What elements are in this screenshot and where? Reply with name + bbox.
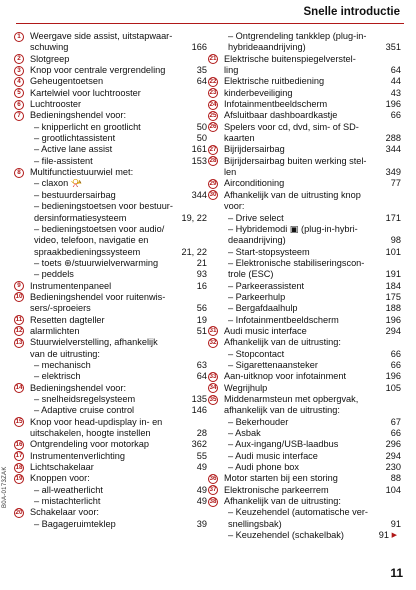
page-reference: 49 bbox=[194, 496, 207, 507]
legend-text: – Elektronische stabiliseringscon- bbox=[228, 257, 365, 268]
item-number-badge: 35 bbox=[209, 395, 217, 403]
item-number-badge: 10 bbox=[15, 293, 23, 301]
page-reference: 66 bbox=[388, 110, 401, 121]
legend-row bbox=[14, 326, 207, 337]
page-reference: 294 bbox=[383, 451, 401, 462]
legend-text: kinderbeveiliging bbox=[224, 87, 293, 98]
legend-row bbox=[14, 167, 207, 178]
legend-column-right bbox=[208, 31, 401, 541]
legend-text: trole (ESC) bbox=[228, 269, 274, 280]
legend-text: – Bergafdaalhulp bbox=[228, 303, 298, 314]
legend-row bbox=[208, 371, 401, 382]
page-reference: 230 bbox=[383, 462, 401, 473]
page-reference: 63 bbox=[194, 360, 207, 371]
legend-text: Elektrische ruitbediening bbox=[224, 76, 325, 87]
legend-text: Afhankelijk van de uitrusting: bbox=[224, 337, 341, 348]
legend-text: Luchtrooster bbox=[30, 99, 82, 110]
page-reference: 16 bbox=[194, 281, 207, 292]
page-reference: 43 bbox=[388, 88, 401, 99]
legend-text: Bedieningshendel voor: bbox=[30, 382, 127, 393]
legend-row bbox=[14, 371, 207, 382]
legend-row bbox=[14, 394, 207, 405]
legend-text: Slotgreep bbox=[30, 53, 70, 64]
page-reference: 49 bbox=[194, 485, 207, 496]
page-reference: 171 bbox=[383, 213, 401, 224]
item-number-badge: 2 bbox=[14, 54, 24, 64]
legend-row bbox=[14, 439, 207, 450]
page-reference: 51 bbox=[194, 326, 207, 337]
legend-text: Geheugentoetsen bbox=[30, 76, 104, 87]
item-number-badge: 34 bbox=[209, 384, 217, 392]
legend-text: Bijrijdersairbag buiten werking stel- bbox=[224, 155, 367, 166]
legend-text: Knop voor head-updisplay in- en bbox=[30, 416, 163, 427]
legend-row bbox=[208, 292, 401, 303]
legend-text: Airconditioning bbox=[224, 178, 285, 189]
legend-row bbox=[208, 326, 401, 337]
item-number-badge: 33 bbox=[209, 372, 217, 380]
legend-row bbox=[14, 428, 207, 439]
legend-text: – Adaptive cruise control bbox=[34, 405, 135, 416]
page-reference: 146 bbox=[189, 405, 207, 416]
legend-row bbox=[208, 110, 401, 121]
legend-text: Wegrijhulp bbox=[224, 382, 268, 393]
legend-row bbox=[14, 42, 207, 53]
item-number-badge: 20 bbox=[15, 508, 23, 516]
legend-text: voor: bbox=[224, 201, 245, 212]
legend-row bbox=[208, 54, 401, 65]
legend-text: Motor starten bij een storing bbox=[224, 473, 338, 484]
item-number-badge: 21 bbox=[209, 55, 217, 63]
legend-text: Afsluitbaar dashboardkastje bbox=[224, 110, 338, 121]
legend-text: – Stopcontact bbox=[228, 348, 285, 359]
legend-row bbox=[208, 122, 401, 133]
legend-text: Infotainmentbeeldscherm bbox=[224, 99, 328, 110]
legend-row bbox=[208, 417, 401, 428]
legend-row bbox=[14, 110, 207, 121]
item-number-badge: 8 bbox=[14, 168, 24, 178]
legend-text: Knoppen voor: bbox=[30, 473, 90, 484]
page-reference: 191 bbox=[383, 269, 401, 280]
legend-text: Middenarmsteun met opbergvak, bbox=[224, 394, 359, 404]
item-number-badge: 30 bbox=[209, 191, 217, 199]
item-number-badge: 9 bbox=[14, 281, 24, 291]
legend-row bbox=[208, 428, 401, 439]
item-number-badge: 1 bbox=[14, 32, 24, 42]
legend-text: – Parkeerassistent bbox=[228, 280, 305, 291]
legend-text: schuwing bbox=[30, 42, 69, 53]
item-number-badge: 17 bbox=[15, 452, 23, 460]
legend-row bbox=[14, 201, 207, 212]
legend-text: Kartelwiel voor luchtrooster bbox=[30, 87, 141, 98]
legend-text: – Bagageruimteklep bbox=[34, 518, 116, 529]
legend-row bbox=[14, 383, 207, 394]
legend-row bbox=[208, 133, 401, 144]
legend-row bbox=[208, 178, 401, 189]
legend-text: – Active lane assist bbox=[34, 144, 113, 155]
legend-row bbox=[14, 485, 207, 496]
page-reference: 66 bbox=[388, 349, 401, 360]
page-reference: 77 bbox=[388, 178, 401, 189]
item-number-badge: 13 bbox=[15, 338, 23, 346]
item-number-badge: 12 bbox=[15, 327, 23, 335]
legend-row bbox=[208, 213, 401, 224]
legend-row bbox=[208, 496, 401, 507]
legend-row bbox=[208, 485, 401, 496]
legend-row bbox=[14, 65, 207, 76]
legend-text: – claxon 📯 bbox=[34, 178, 83, 189]
legend-row bbox=[208, 42, 401, 53]
legend-text: Instrumentenverlichting bbox=[30, 450, 125, 461]
item-number-badge: 24 bbox=[209, 100, 217, 108]
item-number-badge: 14 bbox=[15, 384, 23, 392]
legend-text: spraakbedieningssysteem bbox=[34, 246, 141, 257]
legend-text: – Audi phone box bbox=[228, 462, 300, 473]
legend-row bbox=[14, 496, 207, 507]
legend-row bbox=[208, 530, 401, 541]
item-number-badge: 27 bbox=[209, 145, 217, 153]
page-reference: 93 bbox=[194, 269, 207, 280]
legend-text: – Drive select bbox=[228, 212, 284, 223]
legend-text: – snelheidsregelsysteem bbox=[34, 394, 136, 404]
page-reference: 351 bbox=[383, 42, 401, 53]
page-reference: 166 bbox=[189, 42, 207, 53]
page-reference: 161 bbox=[189, 144, 207, 155]
item-number-badge: 25 bbox=[209, 111, 217, 119]
legend-text: Spelers voor cd, dvd, sim- of SD- bbox=[224, 121, 359, 132]
page-reference: 91 bbox=[376, 530, 389, 541]
page-reference: 56 bbox=[194, 303, 207, 314]
item-number-badge: 29 bbox=[209, 179, 217, 187]
legend-row bbox=[208, 519, 401, 530]
legend-row bbox=[208, 156, 401, 167]
legend-text: – elektrisch bbox=[34, 371, 81, 382]
legend-text: – Infotainmentbeeldscherm bbox=[228, 314, 339, 325]
legend-text: ling bbox=[224, 65, 239, 76]
legend-text: Resetten dagteller bbox=[30, 314, 105, 325]
legend-row bbox=[208, 303, 401, 314]
legend-row bbox=[14, 258, 207, 269]
page-reference: 135 bbox=[189, 394, 207, 405]
legend-row bbox=[14, 281, 207, 292]
page-reference: 64 bbox=[388, 65, 401, 76]
legend-text: – peddels bbox=[34, 269, 74, 280]
legend-row bbox=[208, 349, 401, 360]
item-number-badge: 38 bbox=[209, 497, 217, 505]
page-reference: 21 bbox=[194, 258, 207, 269]
legend-text: – grootlichtassistent bbox=[34, 133, 116, 144]
item-number-badge: 15 bbox=[15, 418, 23, 426]
legend-text: Weergave side assist, uitstapwaar- bbox=[30, 31, 173, 41]
legend-text: – Keuzehendel (automatische ver- bbox=[228, 507, 368, 518]
page-reference: 64 bbox=[194, 371, 207, 382]
item-number-badge: 26 bbox=[209, 123, 217, 131]
legend-row bbox=[14, 247, 207, 258]
page-reference: 101 bbox=[383, 247, 401, 258]
page-reference: 288 bbox=[383, 133, 401, 144]
legend-row bbox=[14, 315, 207, 326]
page-reference: 344 bbox=[189, 190, 207, 201]
legend-row bbox=[14, 213, 207, 224]
legend-text: – Start-stopsysteem bbox=[228, 246, 310, 257]
legend-text: – Parkeerhulp bbox=[228, 291, 286, 302]
legend-row bbox=[208, 394, 401, 405]
legend-text: hybrideaandrijving) bbox=[228, 42, 306, 53]
legend-row bbox=[14, 224, 207, 235]
legend-text: – all-weatherlicht bbox=[34, 484, 103, 495]
page-reference: 175 bbox=[383, 292, 401, 303]
legend-text: – mistachterlicht bbox=[34, 496, 101, 507]
legend-row bbox=[208, 167, 401, 178]
legend-row bbox=[208, 247, 401, 258]
legend-text: deaandrijving) bbox=[228, 235, 286, 246]
legend-row bbox=[208, 88, 401, 99]
page-reference: 64 bbox=[194, 76, 207, 87]
page-reference: 98 bbox=[388, 235, 401, 246]
legend-text: Knop voor centrale vergrendeling bbox=[30, 65, 166, 76]
legend-row bbox=[208, 360, 401, 371]
legend-row bbox=[14, 156, 207, 167]
item-number-badge: 7 bbox=[14, 111, 24, 121]
legend-text: len bbox=[224, 167, 237, 178]
page-reference: 66 bbox=[388, 428, 401, 439]
legend-row bbox=[208, 99, 401, 110]
page-reference: 19 bbox=[194, 315, 207, 326]
page-reference: 19, 22 bbox=[178, 213, 207, 224]
legend-row bbox=[208, 190, 401, 201]
legend-row bbox=[14, 360, 207, 371]
legend-text: – Aux-ingang/USB-laadbus bbox=[228, 439, 339, 450]
legend-row bbox=[208, 405, 401, 416]
legend-row bbox=[208, 65, 401, 76]
legend-row bbox=[208, 383, 401, 394]
item-number-badge: 37 bbox=[209, 486, 217, 494]
legend-text: Elektronische parkeerrem bbox=[224, 484, 329, 495]
page-reference: 362 bbox=[189, 439, 207, 450]
legend-row bbox=[14, 269, 207, 280]
item-number-badge: 32 bbox=[209, 338, 217, 346]
legend-row bbox=[208, 315, 401, 326]
page-reference: 44 bbox=[388, 76, 401, 87]
legend-text: Aan-uitknop voor infotainment bbox=[224, 371, 347, 382]
legend-row bbox=[14, 473, 207, 484]
page-reference: 55 bbox=[194, 451, 207, 462]
legend-row bbox=[14, 54, 207, 65]
legend-row bbox=[208, 235, 401, 246]
legend-text: video, telefoon, navigatie en bbox=[34, 235, 149, 246]
legend-text: kaarten bbox=[224, 133, 255, 144]
page-reference: 50 bbox=[194, 122, 207, 133]
legend-row bbox=[14, 144, 207, 155]
legend-row bbox=[14, 178, 207, 189]
page-reference: 344 bbox=[383, 144, 401, 155]
legend-text: – file-assistent bbox=[34, 155, 93, 166]
legend-text: – Asbak bbox=[228, 428, 261, 439]
legend-text: – Bekerhouder bbox=[228, 416, 289, 427]
legend-text: Bedieningshendel voor ruitenwis- bbox=[30, 291, 166, 302]
legend-row bbox=[208, 462, 401, 473]
legend-text: afhankelijk van de uitrusting: bbox=[224, 405, 340, 416]
legend-text: – mechanisch bbox=[34, 359, 91, 370]
page-reference: 91 bbox=[388, 519, 401, 530]
page-reference: 50 bbox=[194, 133, 207, 144]
legend-text: Multifunctiestuurwiel met: bbox=[30, 167, 134, 178]
legend-row bbox=[14, 303, 207, 314]
legend-row bbox=[14, 99, 207, 110]
legend-text: Stuurwielverstelling, afhankelijk bbox=[30, 337, 158, 348]
page-number: 11 bbox=[390, 566, 403, 580]
legend-text: – Audi music interface bbox=[228, 450, 318, 461]
page-reference: 349 bbox=[383, 167, 401, 178]
legend-text: – bestuurdersairbag bbox=[34, 189, 116, 200]
legend-text: Bedieningshendel voor: bbox=[30, 110, 127, 121]
legend-text: Elektrische buitenspiegelverstel- bbox=[224, 53, 356, 64]
legend-row bbox=[208, 76, 401, 87]
legend-text: sers/-sproeiers bbox=[30, 303, 91, 314]
page-header bbox=[0, 6, 416, 22]
page-reference: 49 bbox=[194, 462, 207, 473]
legend-text: van de uitrusting: bbox=[30, 348, 100, 359]
page-reference: 196 bbox=[383, 371, 401, 382]
legend-row bbox=[208, 201, 401, 212]
page-reference: 294 bbox=[383, 326, 401, 337]
page-reference: 21, 22 bbox=[178, 247, 207, 258]
page-reference: 153 bbox=[189, 156, 207, 167]
item-number-badge: 31 bbox=[209, 327, 217, 335]
item-number-badge: 4 bbox=[14, 77, 24, 87]
page-reference: 35 bbox=[194, 65, 207, 76]
legend-text: – Sigarettenaansteker bbox=[228, 359, 318, 370]
legend-row bbox=[14, 133, 207, 144]
legend-text: snellingsbak) bbox=[228, 518, 282, 529]
legend-row bbox=[14, 507, 207, 518]
page-reference: 104 bbox=[383, 485, 401, 496]
legend-row bbox=[208, 31, 401, 42]
legend-text: – Ontgrendeling tankklep (plug-in- bbox=[228, 31, 367, 41]
item-number-badge: 3 bbox=[14, 66, 24, 76]
legend-row bbox=[208, 439, 401, 450]
item-number-badge: 22 bbox=[209, 77, 217, 85]
legend-text: Afhankelijk van de uitrusting: bbox=[224, 496, 341, 507]
legend-text: – toets ⊛/stuurwielverwarming bbox=[34, 257, 159, 268]
legend-row bbox=[208, 507, 401, 518]
legend-row bbox=[14, 235, 207, 246]
page-reference: 28 bbox=[194, 428, 207, 439]
page-reference: 196 bbox=[383, 315, 401, 326]
legend-text: – bedieningstoetsen voor audio/ bbox=[34, 223, 165, 234]
legend-text: Ontgrendeling voor motorkap bbox=[30, 439, 149, 450]
side-code: B0A-0173ZAK bbox=[2, 466, 8, 508]
page-reference: 196 bbox=[383, 99, 401, 110]
legend-text: Audi music interface bbox=[224, 325, 307, 336]
legend-row bbox=[208, 224, 401, 235]
legend-row bbox=[208, 473, 401, 484]
page-reference: 66 bbox=[388, 360, 401, 371]
legend-text: alarmlichten bbox=[30, 325, 80, 336]
legend-row bbox=[14, 88, 207, 99]
legend-row bbox=[208, 281, 401, 292]
legend-text: – bedieningstoetsen voor bestuur- bbox=[34, 201, 173, 212]
legend-text: uitschakelen, hoogte instellen bbox=[30, 428, 151, 439]
legend-text: Bijrijdersairbag bbox=[224, 144, 285, 155]
legend-text: Instrumentenpaneel bbox=[30, 280, 112, 291]
legend-row bbox=[14, 462, 207, 473]
legend-row bbox=[208, 337, 401, 348]
page-reference: 105 bbox=[383, 383, 401, 394]
page-reference: 67 bbox=[388, 417, 401, 428]
legend-text: – Keuzehendel (schakelbak) bbox=[228, 530, 344, 541]
item-number-badge: 36 bbox=[209, 474, 217, 482]
legend-row bbox=[14, 190, 207, 201]
legend-row bbox=[14, 122, 207, 133]
header-rule bbox=[16, 23, 404, 24]
page-reference: 296 bbox=[383, 439, 401, 450]
legend-row bbox=[14, 292, 207, 303]
legend-row bbox=[14, 451, 207, 462]
legend-row bbox=[208, 451, 401, 462]
legend-row bbox=[14, 417, 207, 428]
legend-text: Afhankelijk van de uitrusting knop bbox=[224, 189, 361, 200]
section-title: Snelle introductie bbox=[303, 6, 400, 18]
legend-row bbox=[14, 349, 207, 360]
legend-row bbox=[14, 519, 207, 530]
page-reference: 88 bbox=[388, 473, 401, 484]
item-number-badge: 28 bbox=[209, 157, 217, 165]
legend-row bbox=[14, 405, 207, 416]
legend-row bbox=[208, 269, 401, 280]
legend-row bbox=[14, 76, 207, 87]
legend-row bbox=[208, 144, 401, 155]
item-number-badge: 5 bbox=[14, 88, 24, 98]
legend-row bbox=[14, 337, 207, 348]
item-number-badge: 16 bbox=[15, 440, 23, 448]
page-reference: 39 bbox=[194, 519, 207, 530]
legend-row bbox=[14, 31, 207, 42]
continue-arrow-icon: ▶ bbox=[391, 532, 397, 540]
item-number-badge: 23 bbox=[209, 89, 217, 97]
legend-text: – knipperlicht en grootlicht bbox=[34, 121, 141, 132]
item-number-badge: 6 bbox=[14, 100, 24, 110]
item-number-badge: 19 bbox=[15, 474, 23, 482]
legend-text: – Hybridemodi ▣ (plug-in-hybri- bbox=[228, 223, 358, 234]
page-reference: 184 bbox=[383, 281, 401, 292]
legend-text: dersinformatiesysteem bbox=[34, 212, 127, 223]
page-reference: 188 bbox=[383, 303, 401, 314]
legend-text: Lichtschakelaar bbox=[30, 462, 94, 473]
legend-text: Schakelaar voor: bbox=[30, 507, 99, 518]
item-number-badge: 11 bbox=[15, 316, 23, 324]
legend-column-left bbox=[14, 31, 207, 530]
item-number-badge: 18 bbox=[15, 463, 23, 471]
legend-row bbox=[208, 258, 401, 269]
